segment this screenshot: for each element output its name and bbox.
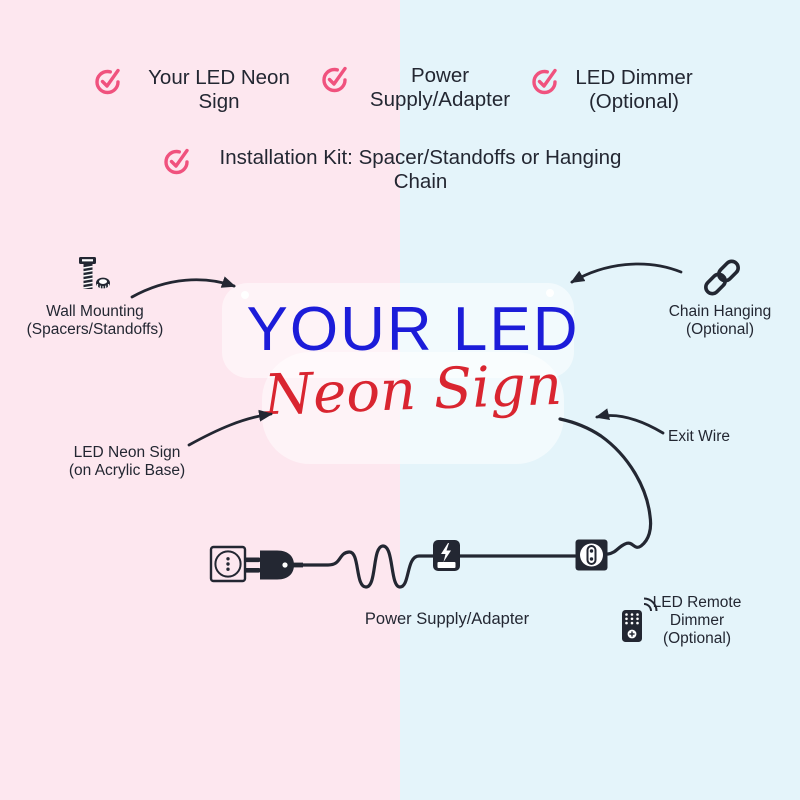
sign-text-neon-sign: Neon Sign xyxy=(262,352,563,429)
remote-dimmer-label xyxy=(627,594,767,648)
power-supply-label xyxy=(352,610,542,628)
led-neon-sign-label xyxy=(37,444,217,480)
checklist-label: LED Dimmer xyxy=(575,66,693,89)
wall-mounting-line2: (Spacers/Standoffs) xyxy=(26,321,164,338)
check-icon xyxy=(321,65,350,94)
checklist-label: Power xyxy=(410,64,470,87)
chain-hanging-line1: Chain Hanging xyxy=(668,303,772,320)
checklist-label: Sign xyxy=(198,90,240,113)
checklist-label: Installation Kit: Spacer/Standoffs or Hanging xyxy=(219,146,622,169)
exit-wire-label xyxy=(668,428,778,446)
sign-text-your-led: YOUR LED xyxy=(246,295,580,364)
checklist-label: Supply/Adapter xyxy=(369,88,511,111)
checklist-item-power-supply xyxy=(321,64,522,112)
remote-dimmer-line3: (Optional) xyxy=(662,630,732,647)
checklist-label: Chain xyxy=(393,170,448,193)
check-icon xyxy=(163,147,192,176)
checklist-item-neon-sign xyxy=(94,66,299,114)
wall-outlet-icon xyxy=(209,545,247,583)
chain-hanging-label xyxy=(640,303,800,339)
chain-link-icon xyxy=(700,257,744,299)
remote-dimmer-line2: Dimmer xyxy=(669,612,725,629)
exit-wire-line1: Exit Wire xyxy=(668,428,730,445)
remote-dimmer-line1: LED Remote xyxy=(652,594,742,611)
wall-mounting-label xyxy=(5,303,185,339)
screw-standoff-icon xyxy=(70,256,114,296)
checklist-item-dimmer xyxy=(531,66,700,114)
led-neon-sign-line1: LED Neon Sign xyxy=(73,444,181,461)
check-icon xyxy=(531,67,560,96)
chain-hanging-line2: (Optional) xyxy=(685,321,755,338)
checklist-item-installation-kit xyxy=(163,146,639,194)
checklist-label: Your LED Neon xyxy=(148,66,290,89)
wall-mounting-line1: Wall Mounting xyxy=(46,303,144,320)
inline-dimmer-icon xyxy=(575,539,608,571)
checklist-label: (Optional) xyxy=(588,90,679,113)
led-neon-sign-line2: (on Acrylic Base) xyxy=(68,462,186,479)
power-adapter-icon xyxy=(432,539,461,572)
power-plug-icon xyxy=(244,544,304,586)
check-icon xyxy=(94,67,123,96)
power-supply-line1: Power Supply/Adapter xyxy=(364,610,530,628)
